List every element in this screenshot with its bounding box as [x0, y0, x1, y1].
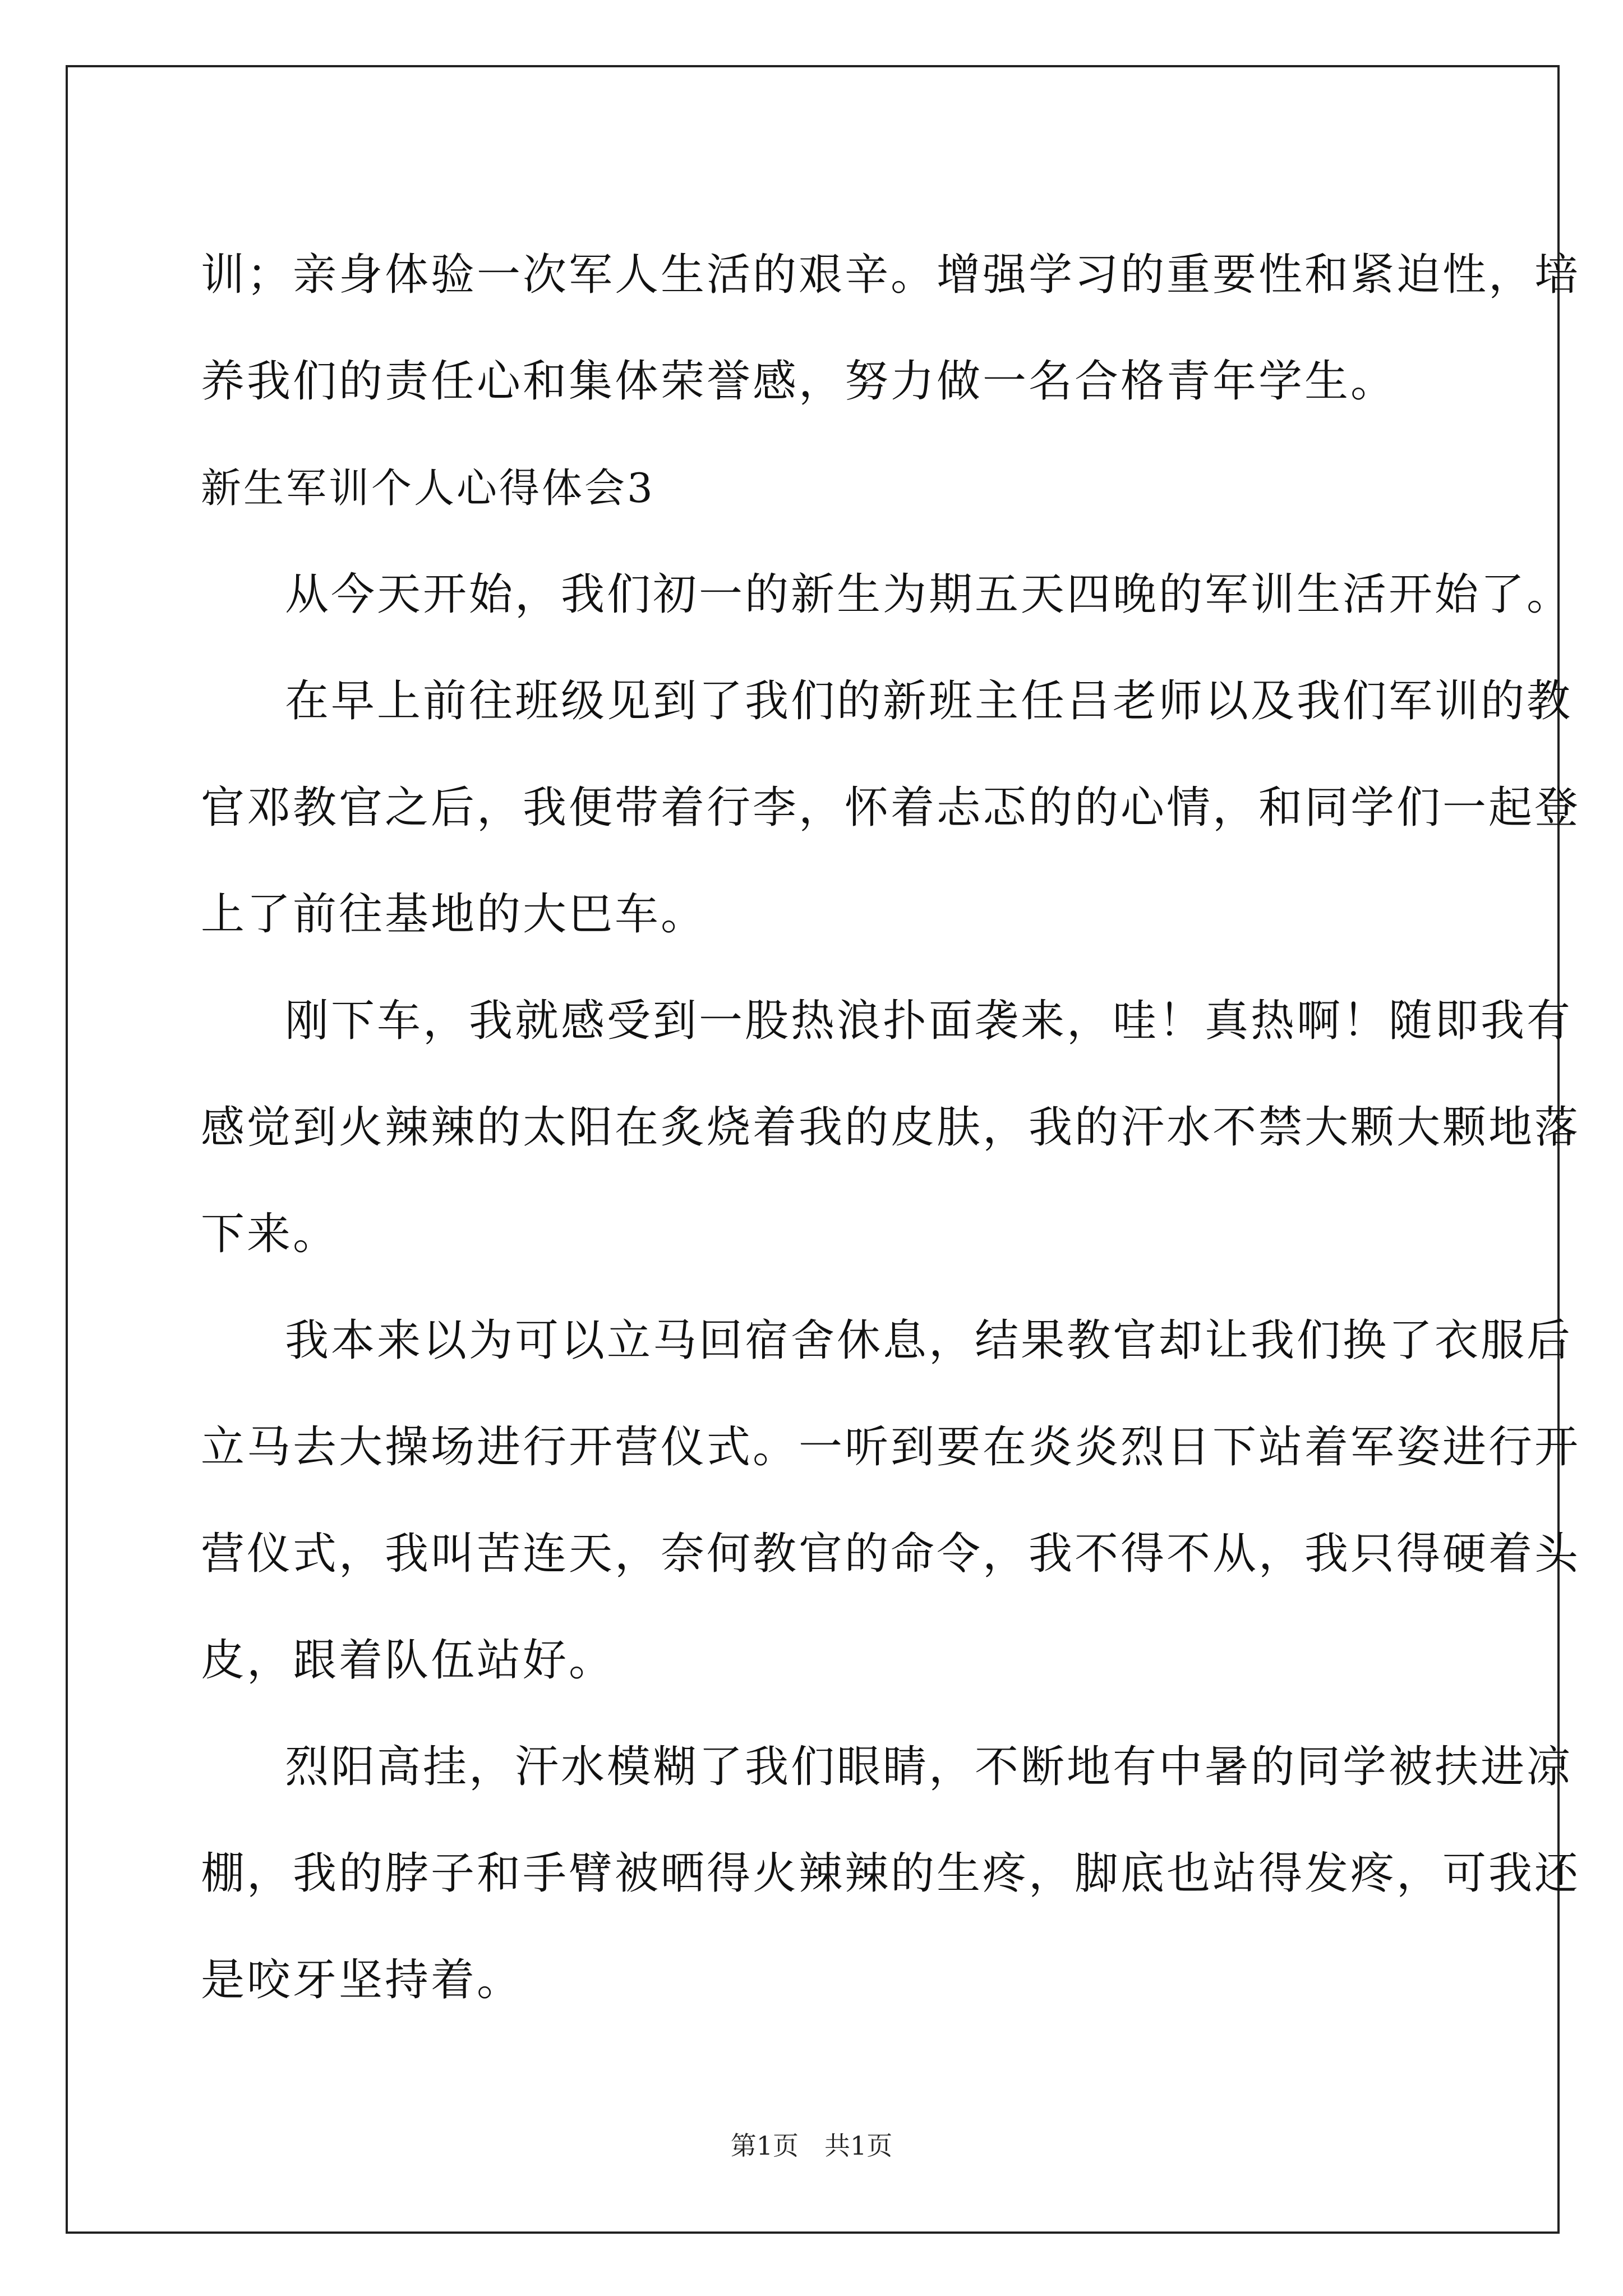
text-line: 棚，我的脖子和手臂被晒得火辣辣的生疼，脚底也站得发疼，可我还 — [201, 1848, 1581, 1899]
text-line: 皮，跟着队伍站好。 — [201, 1635, 615, 1686]
text-line: 立马去大操场进行开营仪式。一听到要在炎炎烈日下站着军姿进行开 — [201, 1422, 1581, 1473]
text-line: 在早上前往班级见到了我们的新班主任吕老师以及我们军训的教 — [285, 676, 1573, 726]
section-heading: 新生军训个人心得体会3 — [201, 464, 655, 512]
text-line: 上了前往基地的大巴车。 — [201, 889, 707, 940]
document-body — [201, 222, 1581, 2033]
text-line: 从今天开始，我们初一的新生为期五天四晚的军训生活开始了。 — [285, 569, 1573, 620]
text-line: 刚下车，我就感受到一股热浪扑面袭来，哇！真热啊！随即我有 — [285, 996, 1573, 1046]
text-line: 养我们的责任心和集体荣誉感，努力做一名合格青年学生。 — [201, 356, 1397, 407]
text-line: 我本来以为可以立马回宿舍休息，结果教官却让我们换了衣服后 — [285, 1315, 1573, 1366]
text-line: 官邓教官之后，我便带着行李，怀着忐忑的的心情，和同学们一起登 — [201, 783, 1581, 833]
page-footer: 第1页 共1页 — [730, 2131, 893, 2161]
text-line: 是咬牙坚持着。 — [201, 1955, 523, 2005]
text-line: 下来。 — [201, 1209, 339, 1259]
text-line: 烈阳高挂，汗水模糊了我们眼睛，不断地有中暑的同学被扶进凉 — [285, 1742, 1573, 1792]
text-line: 训；亲身体验一次军人生活的艰辛。增强学习的重要性和紧迫性，培 — [201, 250, 1581, 300]
text-line: 营仪式，我叫苦连天，奈何教官的命令，我不得不从，我只得硬着头 — [201, 1529, 1581, 1579]
text-line: 感觉到火辣辣的太阳在炙烧着我的皮肤，我的汗水不禁大颗大颗地落 — [201, 1102, 1581, 1153]
